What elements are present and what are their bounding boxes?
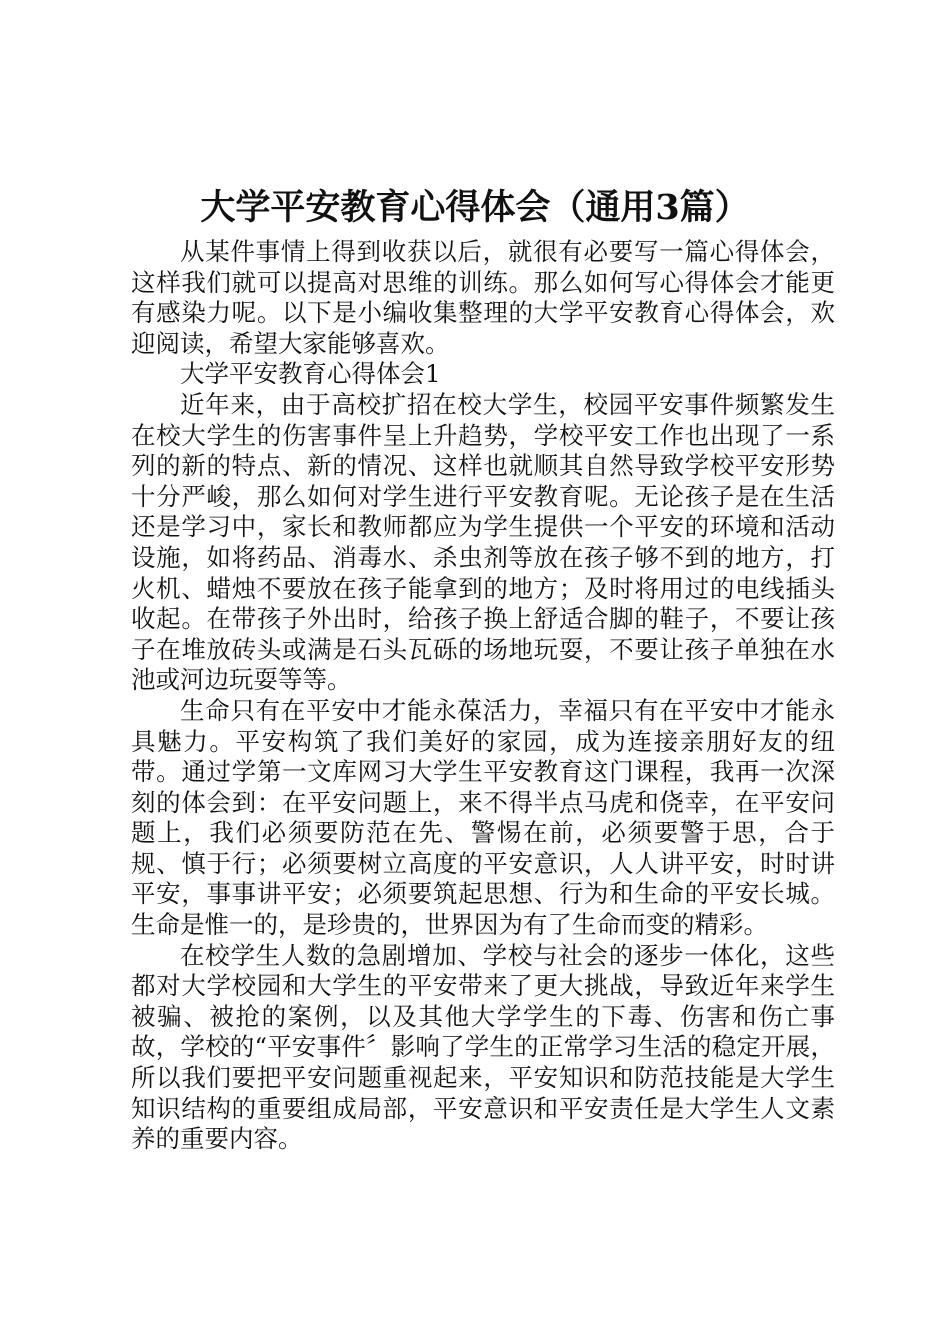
section-heading: 大学平安教育心得体会1 [180, 359, 441, 389]
document-title: 大学平安教育心得体会（通用3篇） [200, 187, 750, 228]
intro-paragraph: 从某件事情上得到收获以后，就很有必要写一篇心得体会，这样我们就可以提高对思维的训练。那么如何写心得体会才能更有感染力呢。以下是小编收集整理的大学平安教育心得体会，欢迎阅读，希望大家能够喜欢。 [131, 237, 835, 358]
body-paragraph: 生命只有在平安中才能永葆活力，幸福只有在平安中才能永具魅力。平安构筑了我们美好的家园，成为连接亲朋好友的纽带。通过学第一文库网习大学生平安教育这门课程，我再一次深刻的体会到：在平安问题上，来不得半点马虎和侥幸，在平安问题上，我们必须要防范在先、警惕在前，必须要警于思，合于规、慎于行；必须要树立高度的平安意识，人人讲平安，时时讲平安，事事讲平安；必须要筑起思想、行为和生命的平安长城。生命是惟一的，是珍贵的，世界因为有了生命而变的精彩。 [131, 695, 835, 940]
body-paragraph: 在校学生人数的急剧增加、学校与社会的逐步一体化，这些都对大学校园和大学生的平安带来了更大挑战，导致近年来学生被骗、被抢的案例，以及其他大学学生的下毒、伤害和伤亡事故，学校的“平安事件〞影响了学生的正常学习生活的稳定开展，所以我们要把平安问题重视起来，平安知识和防范技能是大学生知识结构的重要组成局部，平安意识和平安责任是大学生人文素养的重要内容。 [131, 940, 835, 1154]
document-body [131, 237, 835, 1155]
body-paragraph: 近年来，由于高校扩招在校大学生，校园平安事件频繁发生在校大学生的伤害事件呈上升趋势，学校平安工作也出现了一系列的新的特点、新的情况、这样也就顺其自然导致学校平安形势十分严峻，那么如何对学生进行平安教育呢。无论孩子是在生活还是学习中，家长和教师都应为学生提供一个平安的环境和活动设施，如将药品、消毒水、杀虫剂等放在孩子够不到的地方，打火机、蜡烛不要放在孩子能拿到的地方；及时将用过的电线插头收起。在带孩子外出时，给孩子换上舒适合脚的鞋子，不要让孩子在堆放砖头或满是石头瓦砾的场地玩耍，不要让孩子单独在水池或河边玩耍等等。 [131, 389, 835, 695]
